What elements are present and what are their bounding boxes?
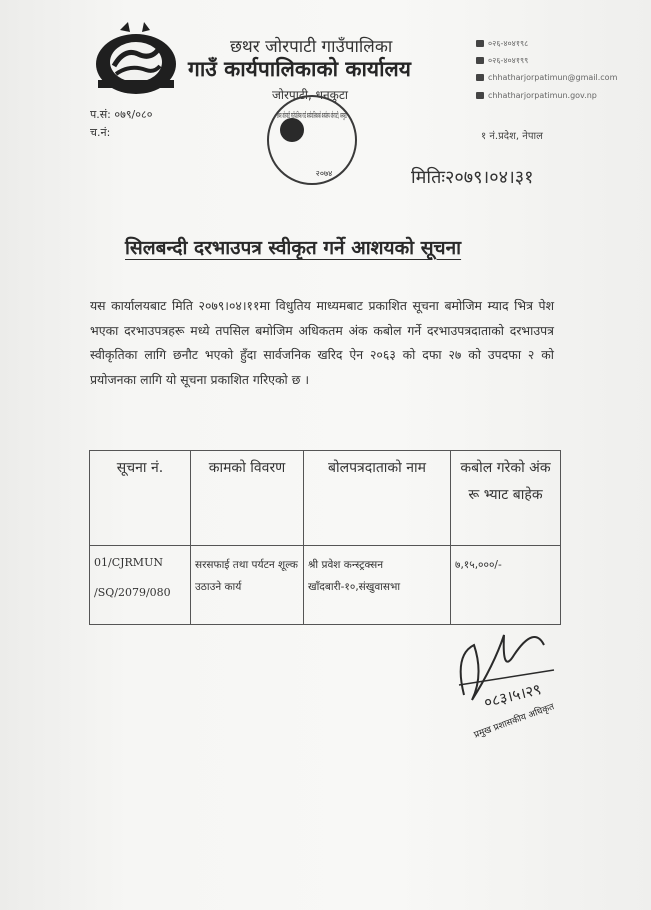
table-row — [90, 546, 561, 625]
fiscal-year: प.सं: ०७९/०८० — [90, 108, 153, 121]
province-label: १ नं.प्रदेश, नेपाल — [481, 131, 543, 142]
phone-icon — [476, 40, 484, 47]
cell-amount: ७,१५,०००/- — [451, 546, 561, 625]
dispatch-number: च.नं: — [90, 126, 111, 139]
notice-title: सिलबन्दी दरभाउपत्र स्वीकृत गर्ने आशयको सूचना — [125, 237, 462, 259]
notice-body: यस कार्यालयबाट मिति २०७९।०४।११मा विधुतिय माध्यमबाट प्रकाशित सूचना बमोजिम म्याद भित्र पेश भएका दरभाउपत्रहरू मध्ये तपसिल बमोजिम अधिकतम अंक कबोल गर्ने दरभाउपत्रदाताको दरभाउपत्र स्वीकृतिका लागि छनौट भएको हुँदा सार्वजनिक खरिद ऐन २०६३ को दफा २७ को उपदफा २ को प्रयोजनका लागि यो सूचना प्रकाशित गरिएको छ । — [90, 298, 554, 387]
municipality-name: छथर जोरपाटी गाउँपालिका — [230, 37, 393, 57]
cell-bidder: श्री प्रवेश कन्स्ट्रक्सन खाँदबारी-१०,संखुवासभा — [304, 546, 451, 625]
header-description: कामको विवरण — [191, 451, 304, 546]
cell-notice-no: 01/CJRMUN /SQ/2079/080 — [90, 546, 191, 625]
stamp-text: छथर जोरपाटी गाउँपालिका गाउँ कार्यपालिकाको कार्यालय जोरपाटी, धनकुटा — [277, 111, 494, 120]
signature — [444, 615, 574, 741]
cell-description: सरसफाई तथा पर्यटन शूल्क उठाउने कार्य — [191, 546, 304, 625]
phone-icon — [476, 57, 484, 64]
globe-icon — [476, 92, 484, 99]
header-amount: कबोल गरेको अंक रू भ्याट बाहेक — [451, 451, 561, 546]
bid-table — [89, 450, 561, 625]
signature-designation: प्रमुख प्रशासकीय अधिकृत — [472, 702, 556, 741]
header-notice-no: सूचना नं. — [90, 451, 191, 546]
nepal-emblem-logo — [90, 20, 182, 98]
table-header-row — [90, 451, 561, 546]
notice-date: मितिः२०७९।०४।३१ — [411, 167, 534, 188]
email-line: chhatharjorpatimun@gmail.com — [476, 73, 617, 82]
office-title: गाउँ कार्यपालिकाको कार्यालय — [188, 57, 411, 81]
website-line: chhatharjorpatimun.gov.np — [476, 91, 597, 100]
phone-line-2: ०२६-४०४१९९ — [476, 55, 528, 66]
email-icon — [476, 74, 484, 81]
signature-date: ०८३।५।२९ — [482, 680, 543, 712]
stamp-year: २०७४ — [315, 169, 333, 178]
phone-line-1: ०२६-४०४१९८ — [476, 38, 528, 49]
office-location: जोरपाटी, धनकुटा — [272, 88, 349, 102]
header-bidder: बोलपत्रदाताको नाम — [304, 451, 451, 546]
